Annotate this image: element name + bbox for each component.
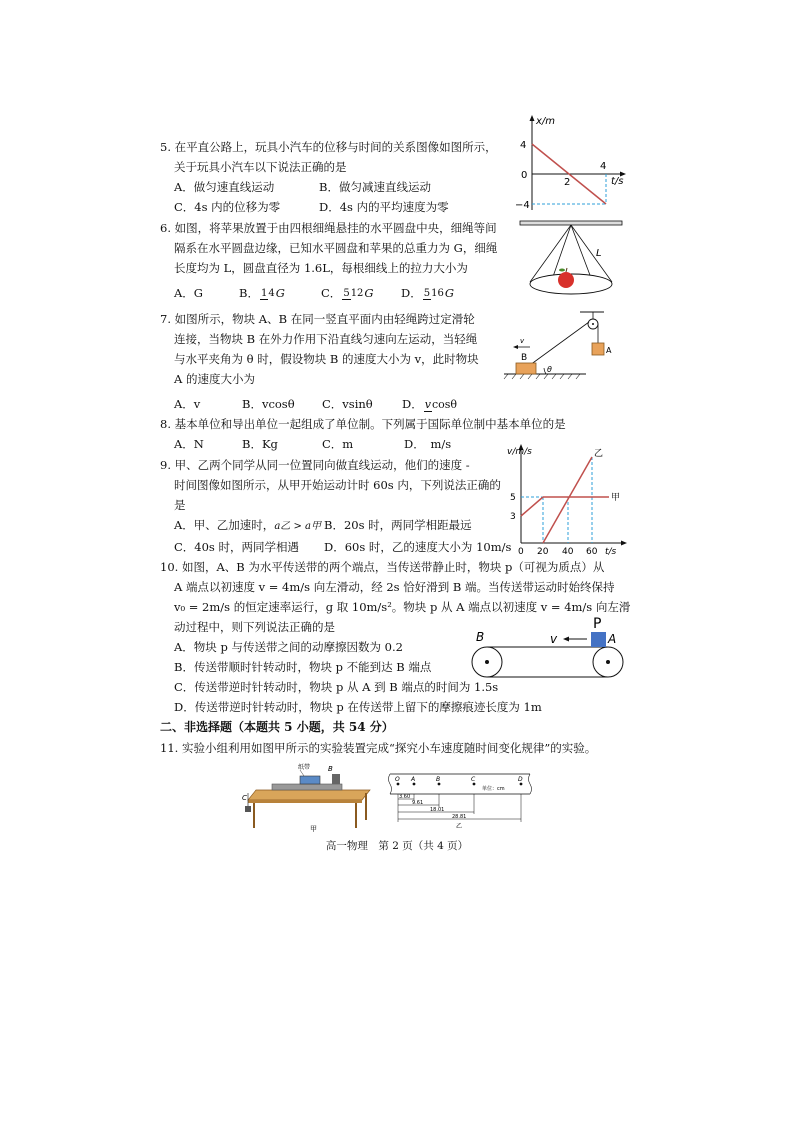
q11-apparatus-figure [242,760,382,832]
q7-line-1: 7. 如图所示，物块 A、B 在同一竖直平面内由轻绳跨过定滑轮 [160,312,475,326]
q7-block-a [592,343,604,355]
q10-block-p [591,632,606,647]
q8-option-b: B．Kg [242,437,278,451]
q11-point-b: B [436,776,441,783]
q10-option-d: D．传送带逆时针转动时，物块 p 在传送带上留下的摩擦痕迹长度为 1m [174,700,542,714]
q11-weight [245,806,251,812]
q11-label-tape: 纸带 [298,764,311,771]
q5-option-c: C．4s 内的位移为零 [174,200,281,214]
q7-line-2: 连接，当物块 B 在外力作用下沿直线匀速向左运动，当轻绳 [174,332,478,346]
q7-option-d: D． vcosθ [402,397,458,411]
q11-point-o: O [395,776,400,783]
q6-line-2: 隔系在水平圆盘边缘，已知水平圆盘和苹果的总重力为 G，细绳 [174,241,498,255]
q6-option-b: B． 14G [239,286,285,300]
q8-line: 8. 基本单位和导出单位一起组成了单位制。下列属于国际单位制中基本单位的是 [160,417,566,431]
q9-yi-label: 乙 [594,449,604,459]
q5-option-b: B．做匀减速直线运动 [319,180,431,194]
q9-option-d: D．60s 时，乙的速度大小为 10m/s [324,540,512,554]
q9-option-a: A．甲、乙加速时，a乙 > a甲 [174,518,321,532]
q5-y-arrow [530,115,535,121]
q5-option-d: D．4s 内的平均速度为零 [319,200,449,214]
q5-y-label: x/m [536,116,556,127]
q11-dot-a [413,783,416,786]
q6-option-d: D． 516G [401,286,455,300]
q11-label-jia: 甲 [310,825,317,832]
q5-option-a: A．做匀速直线运动 [174,180,275,194]
q9-option-b: B．20s 时，两同学相距最远 [324,518,472,532]
q11-point-a: A [411,776,416,783]
q7-label-a: A [606,346,612,355]
q11-tape-value-2: 9.61 [412,800,424,806]
q10-label-p: P [593,616,602,632]
q5-line-1: 5. 在平直公路上，玩具小汽车的位移与时间的关系图像如图所示， [160,140,497,154]
q9-y3: 3 [510,512,516,522]
q10-conveyor-figure [470,612,630,684]
q10-label-v: v [550,632,558,646]
q11-dot-d [520,783,523,786]
q8-option-a: A．N [174,437,204,451]
q11-tape-value-4: 28.81 [452,814,467,820]
q11-label-yi: 乙 [456,823,463,830]
q10-option-a: A．物块 p 与传送带之间的动摩擦因数为 0.2 [174,640,403,654]
q9-jia-label: 甲 [611,493,621,503]
section-2-heading: 二、非选择题（本题共 5 小题，共 54 分） [160,720,394,734]
q11-line: 11. 实验小组利用如图甲所示的实验装置完成“探究小车速度随时间变化规律”的实验。 [160,741,597,755]
q6-apple-figure [516,218,628,302]
q11-tape-value-1: 3.60 [399,794,411,800]
q11-track [272,784,342,790]
q11-dot-c [473,783,476,786]
q11-timer [332,774,340,784]
q9-y-label: v/m/s [507,447,532,457]
q9-vt-graph [505,440,633,558]
q11-tape-value-3: 18.01 [430,807,445,813]
q11-tape-figure [384,770,534,832]
q11-label-b: B [328,765,333,773]
q5-y-top: 4 [520,140,527,151]
q9-x0: 0 [518,547,524,557]
q9-line-3: 是 [174,498,186,512]
q10-option-b: B．传送带顺时针转动时，物块 p 不能到达 B 端点 [174,660,432,674]
q7-option-a: A．v [174,397,201,411]
q9-line-1: 9. 甲、乙两个同学从同一位置同向做直线运动，他们的速度 - [160,458,470,472]
q11-dot-b [438,783,441,786]
q6-ceiling [520,221,622,225]
q7-block-b [516,363,536,374]
q6-line-1: 6. 如图，将苹果放置于由四根细绳悬挂的水平圆盘中央，细绳等间 [160,221,497,235]
q7-line-3: 与水平夹角为 θ 时，假设物块 B 的速度大小为 v，此时物块 [174,352,479,366]
q10-line-3: v₀ = 2m/s 的恒定速率运行，g 取 10m/s²。物块 p 从 A 端点以初速度 v = 4m/s 向左滑 [174,600,631,614]
q9-option-c: C．40s 时，两同学相遇 [174,540,299,554]
q7-label-v: v [520,337,525,345]
q5-x-end: 4 [600,161,607,172]
q5-y-bottom: −4 [515,200,530,211]
page-footer: 高一物理 第 2 页（共 4 页） [325,840,469,852]
q8-option-d: D． m/s [404,437,452,451]
q7-label-b: B [521,353,528,363]
q7-pulley-figure [498,310,618,382]
q9-x40: 40 [562,547,574,557]
q6-rope-2 [571,225,612,282]
q7-rope-slanted [530,322,589,365]
q11-unit: 单位：cm [482,786,505,792]
q6-line-3: 长度均为 L，圆盘直径为 1.6L，每根细线上的拉力大小为 [174,261,468,275]
q10-line-1: 10. 如图，A、B 为水平传送带的两个端点，当传送带静止时，物块 p（可视为质点）从 [160,560,605,574]
q9-y5: 5 [510,493,516,503]
q5-x-mid: 2 [564,177,571,188]
q5-line-2: 关于玩具小汽车以下说法正确的是 [174,160,347,174]
q9-x-label: t/s [605,547,617,557]
q10-option-c: C．传送带逆时针转动时，物块 p 从 A 到 B 端点的时间为 1.5s [174,680,499,694]
q11-point-c: C [471,776,476,783]
q9-x60: 60 [586,547,598,557]
q11-cart [300,776,320,784]
question-11 [160,738,630,758]
q7-label-theta: θ [547,365,552,374]
q5-xt-graph [510,112,630,217]
q11-dot-o [397,783,400,786]
q10-line-2: A 端点以初速度 v = 4m/s 向左滑动，经 2s 恰好滑到 B 端。当传送带运动时始终保持 [174,580,615,594]
q8-option-c: C．m [322,437,354,451]
q7-option-c: C．vsinθ [322,397,373,411]
q11-label-c: C [242,794,247,802]
q6-option-c: C． 512G [321,286,374,300]
q9-x20: 20 [537,547,549,557]
q9-yi-line [543,457,592,543]
q6-option-a: A．G [174,286,203,300]
q6-apple [558,272,574,288]
q11-point-d: D [518,776,523,783]
q11-table-top [248,790,370,800]
q9-jia-line-1 [521,497,543,516]
q6-label-l: L [596,248,602,259]
q10-label-a: A [608,632,617,646]
q5-origin: 0 [521,170,528,181]
q10-line-4: 动过程中，则下列说法正确的是 [174,620,335,634]
q5-x-label: t/s [611,176,624,187]
q7-option-b: B．vcosθ [242,397,295,411]
q10-label-b: B [476,630,485,644]
q7-line-4: A 的速度大小为 [174,372,255,386]
q9-line-2: 时间图像如图所示，从甲开始运动计时 60s 内，下列说法正确的 [174,478,501,492]
